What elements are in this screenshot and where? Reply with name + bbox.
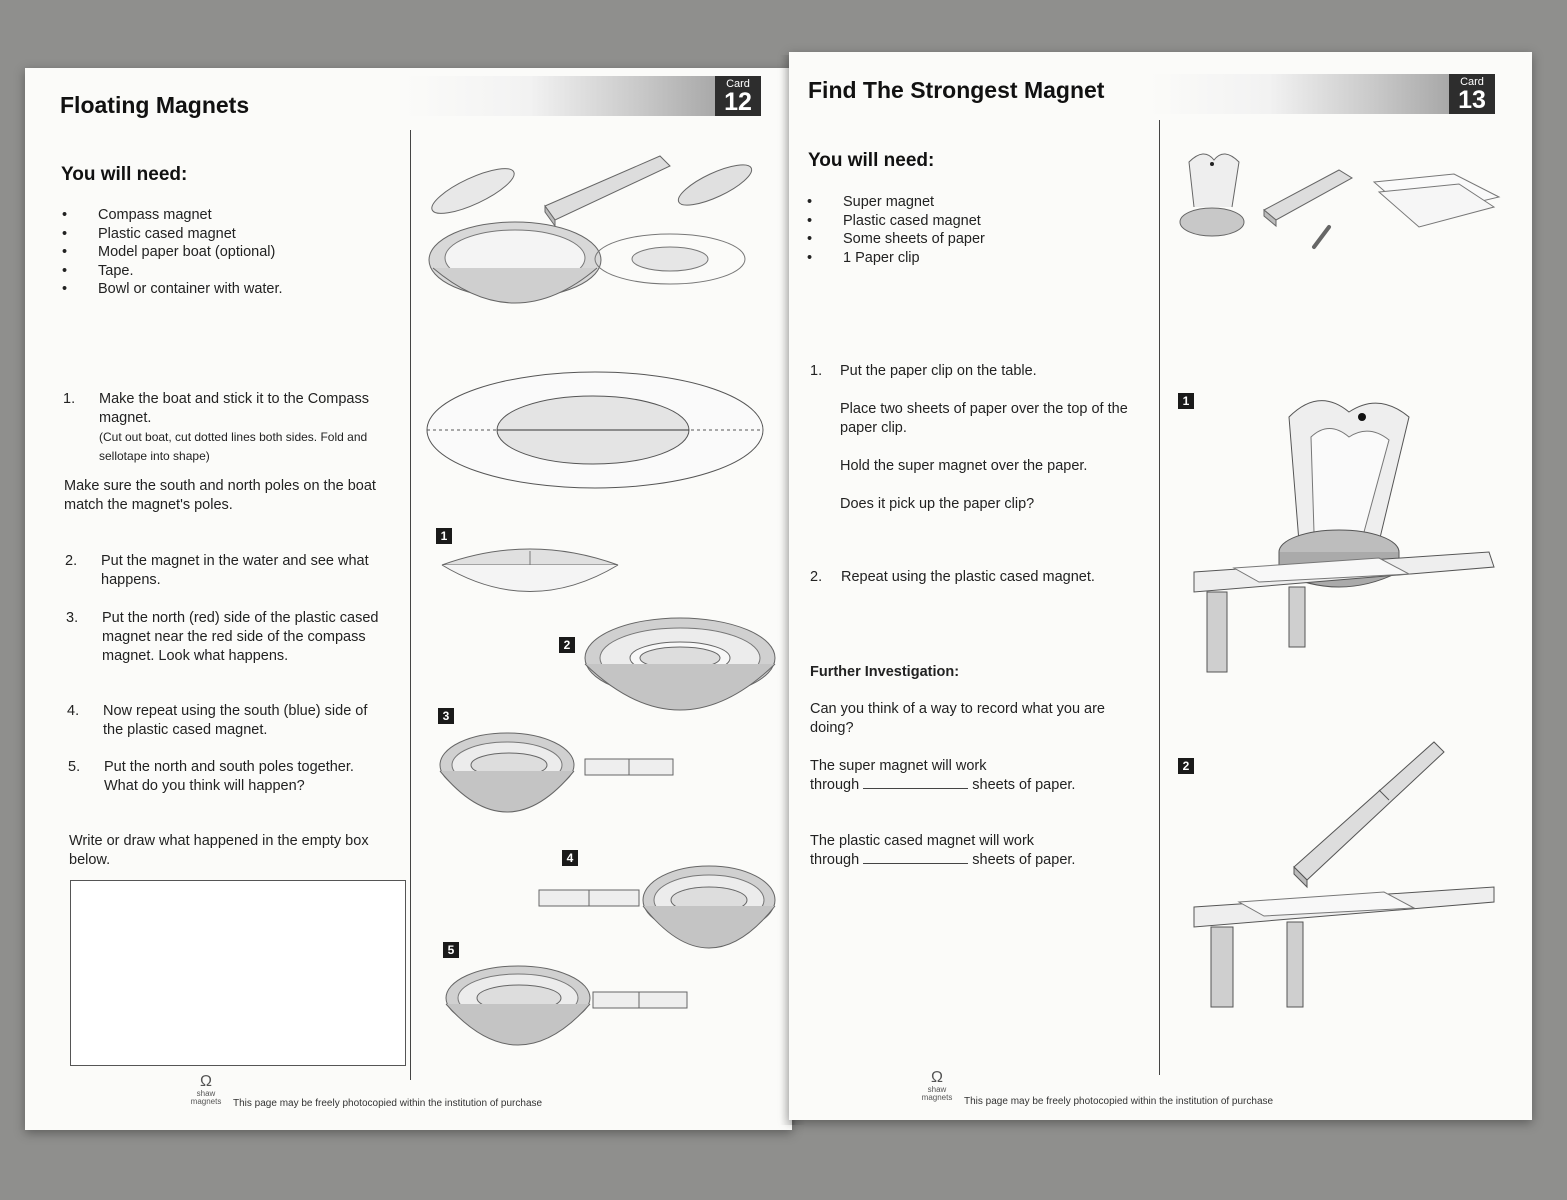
step-badge-1: 1 — [436, 528, 452, 544]
list-item: • Tape. — [62, 262, 283, 281]
horseshoe-magnet-icon: Ω — [200, 1073, 212, 1090]
bowl-step-3-illustration — [437, 723, 677, 833]
step-badge-2: 2 — [559, 637, 575, 653]
list-item: • Bowl or container with water. — [62, 280, 283, 299]
super-end: sheets of paper. — [972, 777, 1076, 793]
step-text — [99, 390, 379, 466]
step-number: 1. — [63, 391, 76, 407]
plastic-end: sheets of paper. — [972, 852, 1076, 868]
card-number: 13 — [1458, 86, 1486, 114]
card-number-badge-right — [1449, 74, 1495, 114]
bowl-step-4-illustration — [537, 860, 777, 970]
horseshoe-magnet-icon: Ω — [931, 1069, 943, 1086]
super-count-blank[interactable] — [863, 776, 968, 789]
step-badge-5: 5 — [443, 942, 459, 958]
title-bar-right — [1149, 74, 1449, 114]
step-number: 2. — [65, 553, 78, 569]
step-1-instruction: Make the boat and stick it to the Compass magnet. — [99, 391, 369, 426]
materials-illustration-left — [425, 148, 785, 328]
step-text: Put the magnet in the water and see what happens. — [101, 553, 369, 588]
shaw-magnets-logo-right — [919, 1070, 955, 1102]
card-number: 12 — [724, 88, 752, 116]
poles-instruction: Make sure the south and north poles on the boat match the magnet's poles. — [64, 478, 376, 513]
plastic-line-1: The plastic cased magnet will work — [810, 833, 1035, 849]
step-badge-2-right: 2 — [1178, 758, 1194, 774]
card-number-badge-left — [715, 76, 761, 116]
step-1-d: Does it pick up the paper clip? — [840, 496, 1035, 512]
plastic-count-blank[interactable] — [863, 851, 968, 864]
step-1-c: Hold the super magnet over the paper. — [840, 458, 1088, 474]
footer-right: This page may be freely photocopied within the institution of purchase — [964, 1096, 1274, 1107]
card-label: Card — [726, 78, 750, 90]
list-item: • Model paper boat (optional) — [62, 243, 283, 262]
super-magnet-over-paper-illustration — [1189, 382, 1499, 682]
column-divider-left — [410, 130, 411, 1080]
shaw-magnets-logo — [188, 1074, 224, 1106]
you-will-need-heading-left: You will need: — [61, 164, 188, 185]
page-title-left: Floating Magnets — [60, 92, 250, 118]
boat-fold-illustration — [440, 543, 620, 603]
further-investigation-heading: Further Investigation: — [810, 664, 960, 680]
bowl-step-2-illustration — [580, 616, 780, 726]
step-text: Put the north and south poles together. What do you think will happen? — [104, 759, 354, 794]
step-number: 4. — [67, 703, 80, 719]
step-number: 5. — [68, 759, 81, 775]
step-1-a: Put the paper clip on the table. — [840, 363, 1037, 379]
plastic-magnet-sentence — [810, 832, 1140, 870]
materials-list-right — [807, 193, 985, 267]
list-item: • Super magnet — [807, 193, 985, 212]
column-divider-right — [1159, 120, 1160, 1075]
materials-illustration-right — [1174, 152, 1504, 262]
title-bar-left — [405, 76, 717, 116]
plastic-through: through — [810, 852, 860, 868]
step-text: Repeat using the plastic cased magnet. — [841, 569, 1095, 585]
list-item: • Some sheets of paper — [807, 230, 985, 249]
right-page — [789, 52, 1532, 1120]
list-item: • Plastic cased magnet — [62, 225, 283, 244]
write-instruction: Write or draw what happened in the empty box below. — [69, 833, 369, 868]
answer-box[interactable] — [70, 880, 406, 1066]
list-item: • Compass magnet — [62, 206, 283, 225]
left-page — [25, 68, 792, 1130]
page-title-right: Find The Strongest Magnet — [808, 77, 1105, 103]
materials-list-left — [62, 206, 283, 299]
super-line-1: The super magnet will work — [810, 758, 987, 774]
further-question: Can you think of a way to record what you are doing? — [810, 701, 1105, 736]
step-badge-1-right: 1 — [1178, 393, 1194, 409]
logo-text: shaw magnets — [190, 1089, 222, 1106]
plastic-magnet-over-paper-illustration — [1189, 742, 1499, 1012]
logo-text: shaw magnets — [921, 1085, 953, 1102]
super-through: through — [810, 777, 860, 793]
bowl-step-5-illustration — [443, 956, 693, 1066]
card-label: Card — [1460, 76, 1484, 88]
step-text — [840, 362, 1140, 514]
step-number: 1. — [810, 363, 823, 379]
boat-template-illustration — [425, 368, 785, 498]
step-text: Now repeat using the south (blue) side of the plastic cased magnet. — [103, 703, 368, 738]
list-item: • 1 Paper clip — [807, 249, 985, 268]
step-number: 2. — [810, 569, 823, 585]
step-badge-4: 4 — [562, 850, 578, 866]
you-will-need-heading-right: You will need: — [808, 150, 935, 171]
step-1-note: (Cut out boat, cut dotted lines both sides. Fold and sellotape into shape) — [99, 430, 368, 463]
footer-left: This page may be freely photocopied within the institution of purchase — [233, 1098, 543, 1109]
step-badge-3: 3 — [438, 708, 454, 724]
step-number: 3. — [66, 610, 79, 626]
step-text: Put the north (red) side of the plastic cased magnet near the red side of the compass magnet. Look what happens. — [102, 610, 379, 664]
step-1-b: Place two sheets of paper over the top of the paper clip. — [840, 401, 1128, 436]
list-item: • Plastic cased magnet — [807, 212, 985, 231]
super-magnet-sentence — [810, 757, 1140, 795]
